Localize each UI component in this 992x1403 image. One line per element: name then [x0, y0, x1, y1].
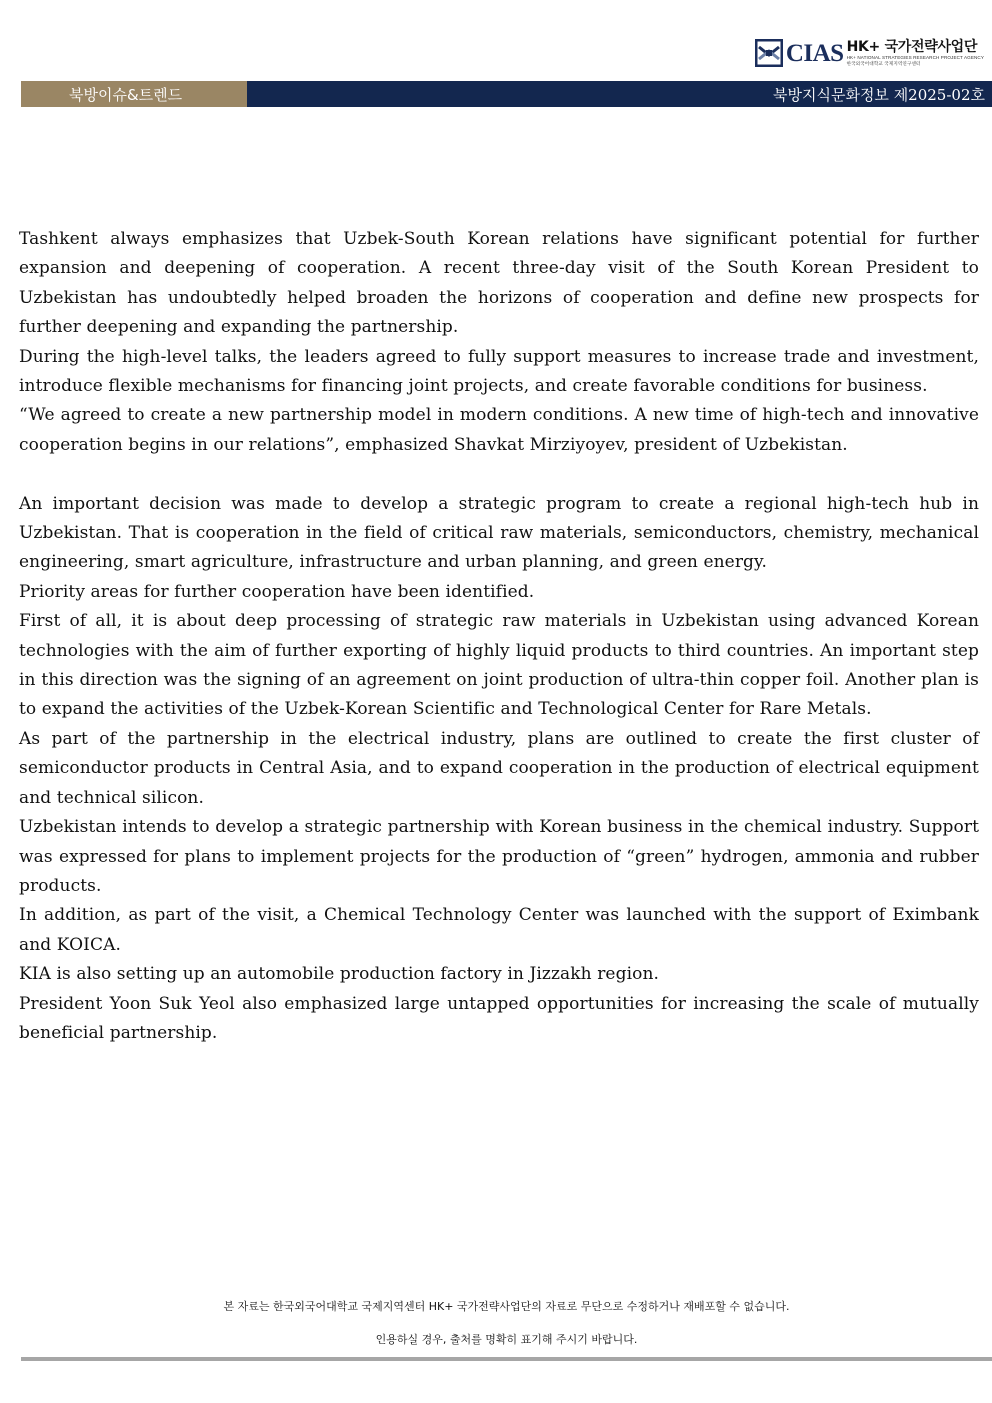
footer-notice: 본 자료는 한국외국어대학교 국제지역센터 HK+ 국가전략사업단의 자료로 무단으로 수정하거나 재배포할 수 없습니다. [223, 1300, 790, 1313]
paragraph: In addition, as part of the visit, a Chemical Technology Center was launched with the support of Eximbank and KOICA. [19, 905, 979, 955]
paragraph: During the high-level talks, the leaders agreed to fully support measures to increase trade and investment, introduce flexible mechanisms for financing joint projects, and create favorable conditions for business. [19, 346, 979, 397]
paragraph: First of all, it is about deep processing of strategic raw materials in Uzbekistan using advanced Korean technologies with the aim of further exporting of highly liquid products to third countries. An important step in this direction was the signing of an agreement on joint production of ultra-thin copper foil. Another plan is to expand the activities of the Uzbek-Korean Scientific and Technological Center for Rare Metals. [19, 611, 979, 720]
logo-brand-text: CIAS [785, 39, 844, 67]
paragraph-spacer [19, 460, 979, 489]
paragraph: Uzbekistan intends to develop a strategic partnership with Korean business in the chemical industry. Support was expressed for plans to implement projects for the production of “green” hydrogen, ammonia and rubber products. [19, 817, 979, 896]
footer-citation: 인용하실 경우, 출처를 명확히 표기해 주시기 바랍니다. [375, 1333, 638, 1346]
cias-emblem-icon [755, 39, 783, 67]
paragraph: As part of the partnership in the electrical industry, plans are outlined to create the first cluster of semiconductor products in Central Asia, and to expand cooperation in the production of electrical equipment and technical silicon. [19, 728, 979, 808]
paragraph: An important decision was made to develop a strategic program to create a regional high-tech hub in Uzbekistan. That is cooperation in the field of critical raw materials, semiconductors, chemistry, mechanical engineering, smart agriculture, infrastructure and urban planning, and green energy. [19, 493, 979, 573]
article-body [19, 225, 979, 1048]
logo-subtitle-en: HK+ NATIONAL STRATEGIES RESEARCH PROJECT AGENCY [846, 55, 984, 60]
cias-logo [755, 36, 984, 70]
logo-title-block [847, 40, 984, 66]
logo-subtitle-kr: 한국외국어대학교 국제지역연구센터 [846, 60, 921, 66]
header-bar [21, 81, 992, 107]
publication-label: 북방지식문화정보 제2025-02호 [247, 81, 992, 107]
section-label: 북방이슈&트렌드 [21, 81, 247, 107]
paragraph: KIA is also setting up an automobile production factory in Jizzakh region. [19, 964, 660, 985]
paragraph: President Yoon Suk Yeol also emphasized large untapped opportunities for increasing the scale of mutually beneficial partnership. [19, 993, 979, 1043]
logo-title: HK+ 국가전략사업단 [846, 39, 978, 55]
paragraph: Tashkent always emphasizes that Uzbek-South Korean relations have significant potential for further expansion and deepening of cooperation. A recent three-day visit of the South Korean President to Uzbekistan has undoubtedly helped broaden the horizons of cooperation and define new prospects for further deepening and expanding the partnership. [19, 229, 979, 338]
paragraph: Priority areas for further cooperation have been identified. [19, 581, 535, 602]
paragraph: “We agreed to create a new partnership model in modern conditions. A new time of high-tech and innovative cooperation begins in our relations”, emphasized Shavkat Mirziyoyev, president of Uzbekistan. [19, 405, 979, 455]
footer-divider [21, 1357, 992, 1361]
